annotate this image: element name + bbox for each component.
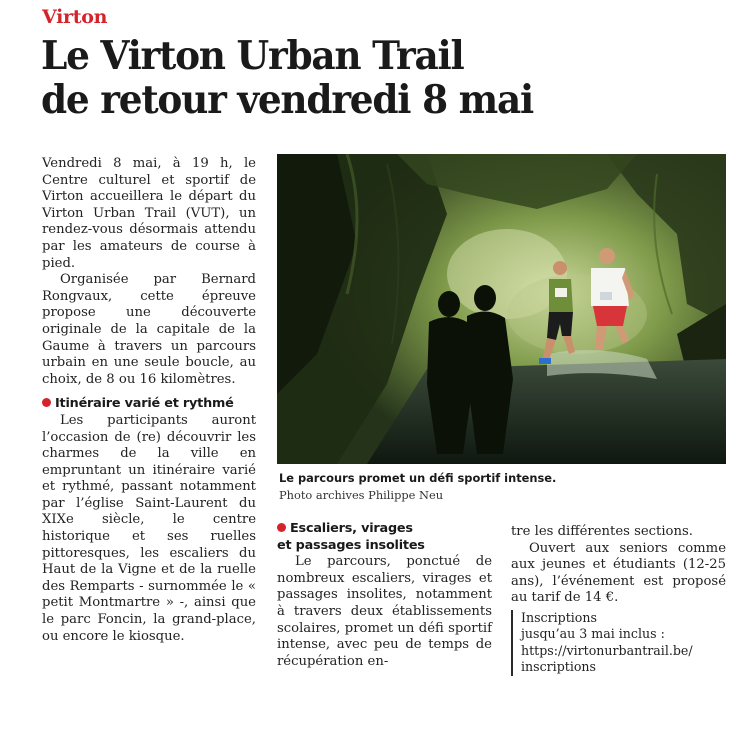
subheading-stairs-line-1: Escaliers, virages — [290, 521, 413, 536]
registration-link-path[interactable]: inscriptions — [521, 659, 597, 675]
registration-info-box — [511, 610, 726, 676]
paragraph-organizer: Organisée par Bernard Rongvaux, cette épreuve propose une découverte originale de la capitale de la Gaume à travers un parcours urbain en une seule boucle, au choix, de 8 ou 16 kilomètres. — [42, 272, 256, 387]
paragraph-course-continued: tre les différentes sections. — [511, 524, 693, 539]
subheading-stairs-line-2: et passages insolites — [277, 537, 425, 553]
photo-caption — [279, 470, 724, 504]
article-column-3 — [511, 524, 726, 676]
subheading-itinerary-text: Itinéraire varié et rythmé — [55, 396, 234, 412]
article-photo — [277, 154, 726, 464]
section-kicker: Virton — [42, 6, 108, 28]
paragraph-itinerary: Les participants auront l’occasion de (re) découvrir les charmes de la ville en empruntant un itinéraire varié et rythmé, passant notamment par l’église Saint-Laurent du XIXe siècle, le centre historique et ses ruelles pittoresques, les escaliers du Haut de la Vigne et de la ruelle des Remparts - surnommée le « petit Montmartre » -, ainsi que le parc Foncin, la grand-place, ou encore le kiosque. — [42, 412, 256, 644]
caption-text: Le parcours promet un défi sportif intense. — [279, 471, 557, 485]
paragraph-pricing: Ouvert aux seniors comme aux jeunes et étudiants (12-25 ans), l’événement est proposé au tarif de 14 €. — [511, 540, 726, 606]
paragraph-intro: Vendredi 8 mai, à 19 h, le Centre culturel et sportif de Virton accueillera le départ du Virton Urban Trail (VUT), un rendez-vous désormais attendu par les amateurs de course à pied. — [42, 156, 256, 271]
red-bullet-icon — [277, 523, 286, 532]
registration-deadline: jusqu’au 3 mai inclus : — [521, 626, 665, 642]
red-bullet-icon — [42, 398, 51, 407]
subheading-itinerary — [42, 396, 256, 413]
headline-line-2: de retour vendredi 8 mai — [41, 77, 534, 123]
registration-link[interactable]: https://virtonurbantrail.be/ — [521, 642, 693, 658]
paragraph-course: Le parcours, ponctué de nombreux escaliers, virages et passages insolites, notamment à travers deux établissements scolaires, promet un défi sportif intense, avec peu de temps de récupération en- — [277, 554, 492, 669]
registration-title: Inscriptions — [521, 609, 597, 625]
article-headline — [41, 34, 703, 122]
photo-credit: Photo archives Philippe Neu — [279, 488, 444, 502]
headline-line-1: Le Virton Urban Trail — [41, 33, 464, 79]
article-column-1 — [42, 156, 256, 645]
subheading-stairs — [277, 521, 492, 554]
article-column-2 — [277, 521, 492, 670]
trail-runners-image — [277, 154, 726, 464]
